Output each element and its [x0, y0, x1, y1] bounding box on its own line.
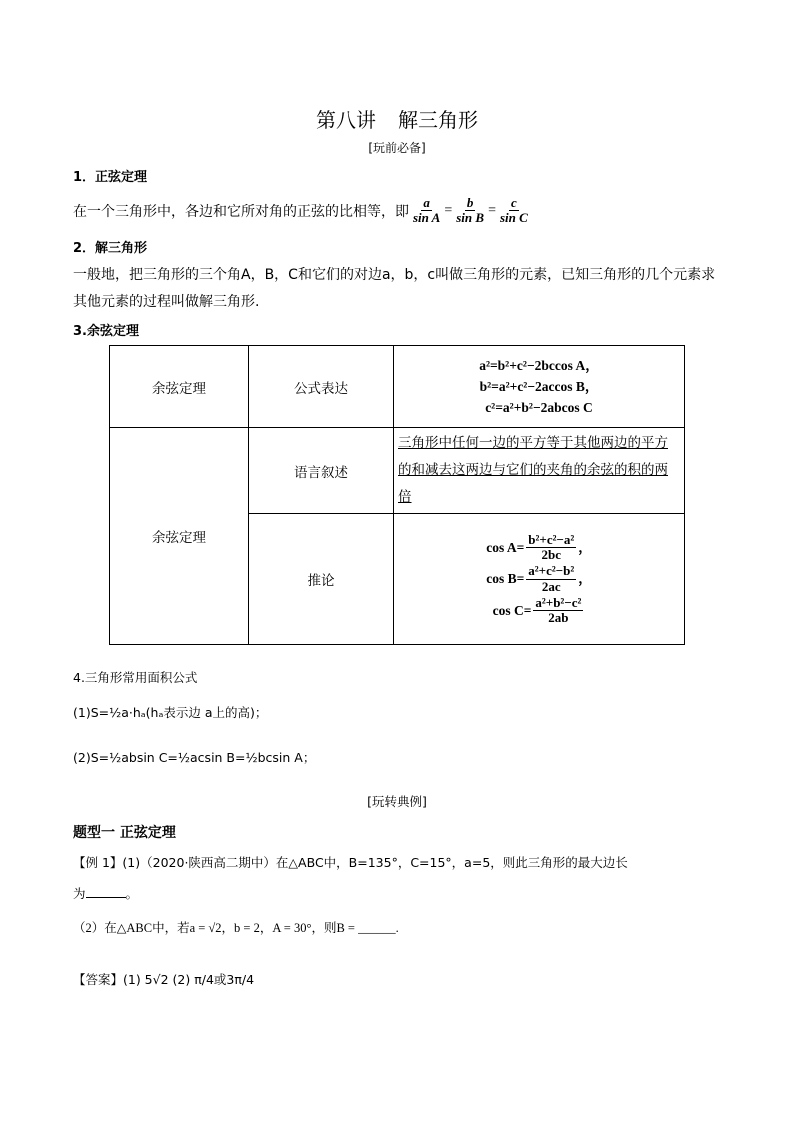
- example1-line2: 为 。: [73, 886, 139, 901]
- sine-law-text: 在一个三角形中，各边和它所对角的正弦的比相等，即 $\frac{a}{\text{sin A}}$ = $\frac{b}{\text{sin B}}$ = $\frac{c}{\text{sin C}}$: [73, 195, 528, 226]
- table-cell-lang-text: 三角形中任何一边的平方等于其他两边的平方的和减去这两边与它们的夹角的余弦的积的两倍: [394, 428, 685, 514]
- section-examples-heading: [玩转典例]: [367, 794, 427, 809]
- solve-triangle-line1: 一般地，把三角形的三个角A，B，C和它们的对边a，b，c叫做三角形的元素，已知三角形的几个元素求: [73, 267, 716, 283]
- area-formula-1: (1)S=½a·hₐ(hₐ表示边 a上的高)；: [73, 705, 268, 720]
- fraction-b-sinB: $\frac{b}{\text{sin B}}$: [456, 195, 485, 226]
- example1-question2: （2）在△ABC中，若a = √2，b = 2，A = 30°，则B = ______.: [73, 921, 399, 935]
- answer-line: 【答案】(1) 5√2 (2) π/4或3π/4: [73, 972, 255, 987]
- area-formula-2: (2)S=½absin C=½acsin B=½bcsin A；: [73, 750, 316, 765]
- sine-law-heading: 1．正弦定理: [73, 170, 148, 185]
- example1-line1: 【例 1】(1)（2020·陕西高二期中）在△ABC中，B=135°，C=15°，a=5，则此三角形的最大边长: [73, 855, 628, 870]
- area-formula-heading: 4.三角形常用面积公式: [73, 670, 198, 685]
- page-title: 第八讲 解三角形: [316, 108, 478, 132]
- fraction-a-sinA: $\frac{a}{\text{sin A}}$: [413, 195, 441, 226]
- cosine-law-table: [109, 345, 685, 645]
- type1-heading: 题型一 正弦定理: [73, 825, 176, 841]
- solve-triangle-heading: 2．解三角形: [73, 241, 148, 256]
- table-cell-formulas: a²=b²+c²−2bccos A， b²=a²+c²−2accos B， c²=a²+b²−2abcos C: [394, 346, 685, 428]
- table-cell-corollaries: cos A= $\frac{\text{b²+c²−a²}}{2bc}$ ， cos B= $\frac{\text{a²+c²−b²}}{2ac}$ ， cos C= $\frac{\text{a²+b²−c²}}{2ab}$: [394, 514, 685, 645]
- table-cell-cosine-law-2: 余弦定理: [110, 428, 249, 645]
- section-must-heading: [玩前必备]: [368, 141, 426, 155]
- table-cell-lang-label: 语言叙述: [249, 428, 394, 514]
- table-cell-cosine-law: 余弦定理: [110, 346, 249, 428]
- cosine-law-heading: 3.余弦定理: [73, 324, 139, 339]
- fraction-c-sinC: $\frac{c}{\text{sin C}}$: [499, 195, 528, 226]
- table-cell-formula-label: 公式表达: [249, 346, 394, 428]
- table-cell-corollary-label: 推论: [249, 514, 394, 645]
- solve-triangle-line2: 其他元素的过程叫做解三角形.: [73, 294, 260, 310]
